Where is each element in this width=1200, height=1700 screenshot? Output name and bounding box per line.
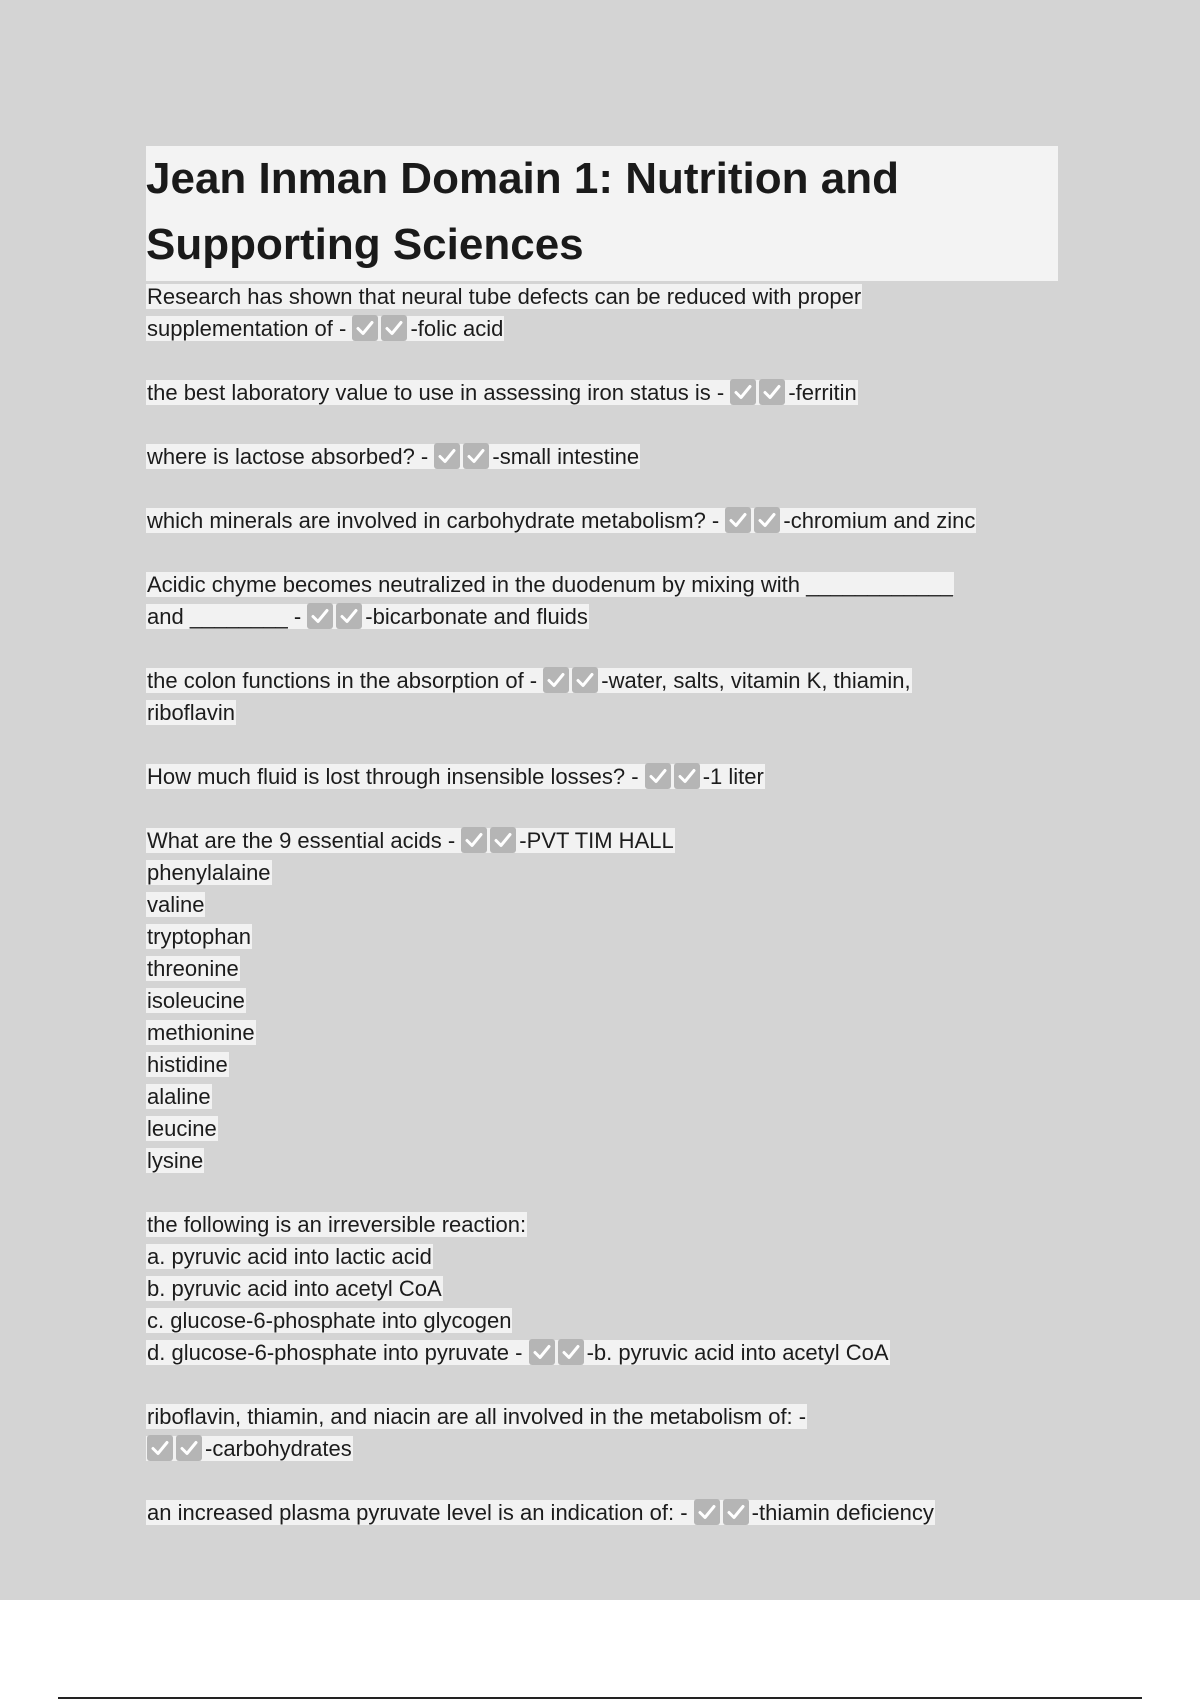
question-text: the following is an irreversible reaction:: [147, 1212, 527, 1237]
qa-line: [146, 921, 1058, 953]
document-title: [146, 146, 1058, 281]
answer-checkmarks: [352, 313, 410, 345]
check-box-icon: [674, 763, 700, 789]
qa-line-text: [146, 572, 954, 597]
qa-line-text: [146, 1244, 433, 1269]
qa-line-text: [146, 604, 589, 629]
answer-checkmarks: [147, 1433, 205, 1465]
qa-line-text: [146, 1308, 512, 1333]
qa-line: [146, 761, 1058, 793]
question-text: valine: [147, 892, 205, 917]
title-line-2: Supporting Sciences: [146, 220, 584, 269]
check-box-icon: [645, 763, 671, 789]
qa-line: [146, 953, 1058, 985]
check-box-icon: [723, 1499, 749, 1525]
question-text: histidine: [147, 1052, 228, 1077]
question-text: How much fluid is lost through insensible losses? -: [147, 764, 645, 789]
qa-line-text: [146, 444, 640, 469]
qa-line-text: [146, 1276, 443, 1301]
qa-item: [146, 441, 1058, 473]
answer-text: -thiamin deficiency: [751, 1500, 934, 1525]
check-box-icon: [147, 1435, 173, 1461]
check-box-icon: [336, 603, 362, 629]
question-text: lysine: [147, 1148, 204, 1173]
qa-line-text: [146, 1052, 229, 1077]
qa-line: [146, 1145, 1058, 1177]
question-text: and ________ -: [147, 604, 308, 629]
question-text: threonine: [147, 956, 239, 981]
question-text: isoleucine: [147, 988, 245, 1013]
question-text: d. glucose-6-phosphate into pyruvate -: [147, 1340, 529, 1365]
qa-line: [146, 1081, 1058, 1113]
qa-line: [146, 665, 1058, 697]
qa-line-text: [146, 380, 858, 405]
question-text: riboflavin: [147, 700, 236, 725]
qa-line-text: [146, 892, 205, 917]
answer-checkmarks: [434, 441, 492, 473]
check-box-icon: [725, 507, 751, 533]
qa-line-text: [146, 1404, 807, 1429]
qa-line: [146, 1113, 1058, 1145]
question-text: Acidic chyme becomes neutralized in the duodenum by mixing with ____________: [147, 572, 953, 597]
check-box-icon: [759, 379, 785, 405]
answer-checkmarks: [307, 601, 365, 633]
document-content: [146, 146, 1058, 1529]
qa-line-text: [146, 1212, 527, 1237]
qa-item: [146, 505, 1058, 537]
answer-text: -water, salts, vitamin K, thiamin,: [601, 668, 911, 693]
qa-line-text: [146, 860, 272, 885]
qa-line: [146, 1273, 1058, 1305]
qa-line: [146, 697, 1058, 729]
qa-line-text: [146, 1436, 353, 1461]
question-text: supplementation of -: [147, 316, 353, 341]
qa-line: [146, 313, 1058, 345]
question-text: riboflavin, thiamin, and niacin are all involved in the metabolism of: -: [147, 1404, 807, 1429]
qa-line: [146, 1497, 1058, 1529]
qa-line-text: [146, 956, 240, 981]
question-text: b. pyruvic acid into acetyl CoA: [147, 1276, 442, 1301]
qa-line: [146, 569, 1058, 601]
qa-item: [146, 1497, 1058, 1529]
qa-line: [146, 1401, 1058, 1433]
qa-line: [146, 1017, 1058, 1049]
qa-item: [146, 825, 1058, 1177]
answer-checkmarks: [694, 1497, 752, 1529]
check-box-icon: [307, 603, 333, 629]
qa-line-text: [146, 764, 765, 789]
check-box-icon: [694, 1499, 720, 1525]
check-box-icon: [461, 827, 487, 853]
qa-line: [146, 1337, 1058, 1369]
qa-line: [146, 1433, 1058, 1465]
qa-line-text: [146, 1020, 256, 1045]
check-box-icon: [558, 1339, 584, 1365]
qa-line: [146, 377, 1058, 409]
qa-line-text: [146, 284, 862, 309]
answer-text: -ferritin: [788, 380, 857, 405]
qa-line: [146, 281, 1058, 313]
answer-checkmarks: [730, 377, 788, 409]
qa-item: [146, 1401, 1058, 1465]
qa-line: [146, 505, 1058, 537]
qa-line-text: [146, 1340, 890, 1365]
question-text: leucine: [147, 1116, 217, 1141]
check-box-icon: [543, 667, 569, 693]
qa-line: [146, 857, 1058, 889]
question-text: an increased plasma pyruvate level is an indication of: -: [147, 1500, 694, 1525]
qa-line-text: [146, 1500, 935, 1525]
qa-line: [146, 601, 1058, 633]
answer-checkmarks: [725, 505, 783, 537]
qa-item: [146, 569, 1058, 633]
answer-text: -chromium and zinc: [783, 508, 976, 533]
answer-text: -PVT TIM HALL: [519, 828, 674, 853]
qa-list: [146, 281, 1058, 1529]
question-text: alaline: [147, 1084, 211, 1109]
qa-line: [146, 1049, 1058, 1081]
qa-item: [146, 1209, 1058, 1369]
qa-line-text: [146, 924, 252, 949]
check-box-icon: [176, 1435, 202, 1461]
answer-text: -carbohydrates: [205, 1436, 352, 1461]
answer-text: -b. pyruvic acid into acetyl CoA: [586, 1340, 889, 1365]
footer-divider: [58, 1697, 1142, 1699]
answer-text: -small intestine: [492, 444, 640, 469]
question-text: a. pyruvic acid into lactic acid: [147, 1244, 432, 1269]
qa-line-text: [146, 1084, 212, 1109]
question-text: which minerals are involved in carbohydrate metabolism? -: [147, 508, 726, 533]
qa-line: [146, 1241, 1058, 1273]
qa-line: [146, 825, 1058, 857]
question-text: Research has shown that neural tube defects can be reduced with proper: [147, 284, 862, 309]
qa-line: [146, 441, 1058, 473]
qa-line-text: [146, 668, 912, 693]
question-text: c. glucose-6-phosphate into glycogen: [147, 1308, 512, 1333]
check-box-icon: [529, 1339, 555, 1365]
question-text: methionine: [147, 1020, 255, 1045]
qa-line-text: [146, 1116, 218, 1141]
check-box-icon: [463, 443, 489, 469]
qa-line-text: [146, 508, 976, 533]
qa-item: [146, 377, 1058, 409]
check-box-icon: [572, 667, 598, 693]
qa-item: [146, 665, 1058, 729]
qa-item: [146, 281, 1058, 345]
check-box-icon: [352, 315, 378, 341]
qa-line: [146, 1305, 1058, 1337]
answer-text: -bicarbonate and fluids: [365, 604, 588, 629]
check-box-icon: [381, 315, 407, 341]
check-box-icon: [754, 507, 780, 533]
qa-line: [146, 1209, 1058, 1241]
answer-checkmarks: [543, 665, 601, 697]
question-text: What are the 9 essential acids -: [147, 828, 462, 853]
answer-text: -folic acid: [410, 316, 504, 341]
check-box-icon: [490, 827, 516, 853]
qa-line-text: [146, 316, 504, 341]
question-text: the best laboratory value to use in assessing iron status is -: [147, 380, 731, 405]
qa-line: [146, 889, 1058, 921]
answer-checkmarks: [645, 761, 703, 793]
question-text: where is lactose absorbed? -: [147, 444, 435, 469]
question-text: tryptophan: [147, 924, 251, 949]
question-text: phenylalaine: [147, 860, 271, 885]
check-box-icon: [730, 379, 756, 405]
qa-line-text: [146, 988, 246, 1013]
answer-checkmarks: [461, 825, 519, 857]
answer-text: -1 liter: [702, 764, 764, 789]
qa-line: [146, 985, 1058, 1017]
check-box-icon: [434, 443, 460, 469]
qa-line-text: [146, 1148, 204, 1173]
question-text: the colon functions in the absorption of -: [147, 668, 544, 693]
qa-item: [146, 761, 1058, 793]
qa-line-text: [146, 828, 675, 853]
title-line-1: Jean Inman Domain 1: Nutrition and: [146, 154, 899, 203]
qa-line-text: [146, 700, 236, 725]
answer-checkmarks: [529, 1337, 587, 1369]
